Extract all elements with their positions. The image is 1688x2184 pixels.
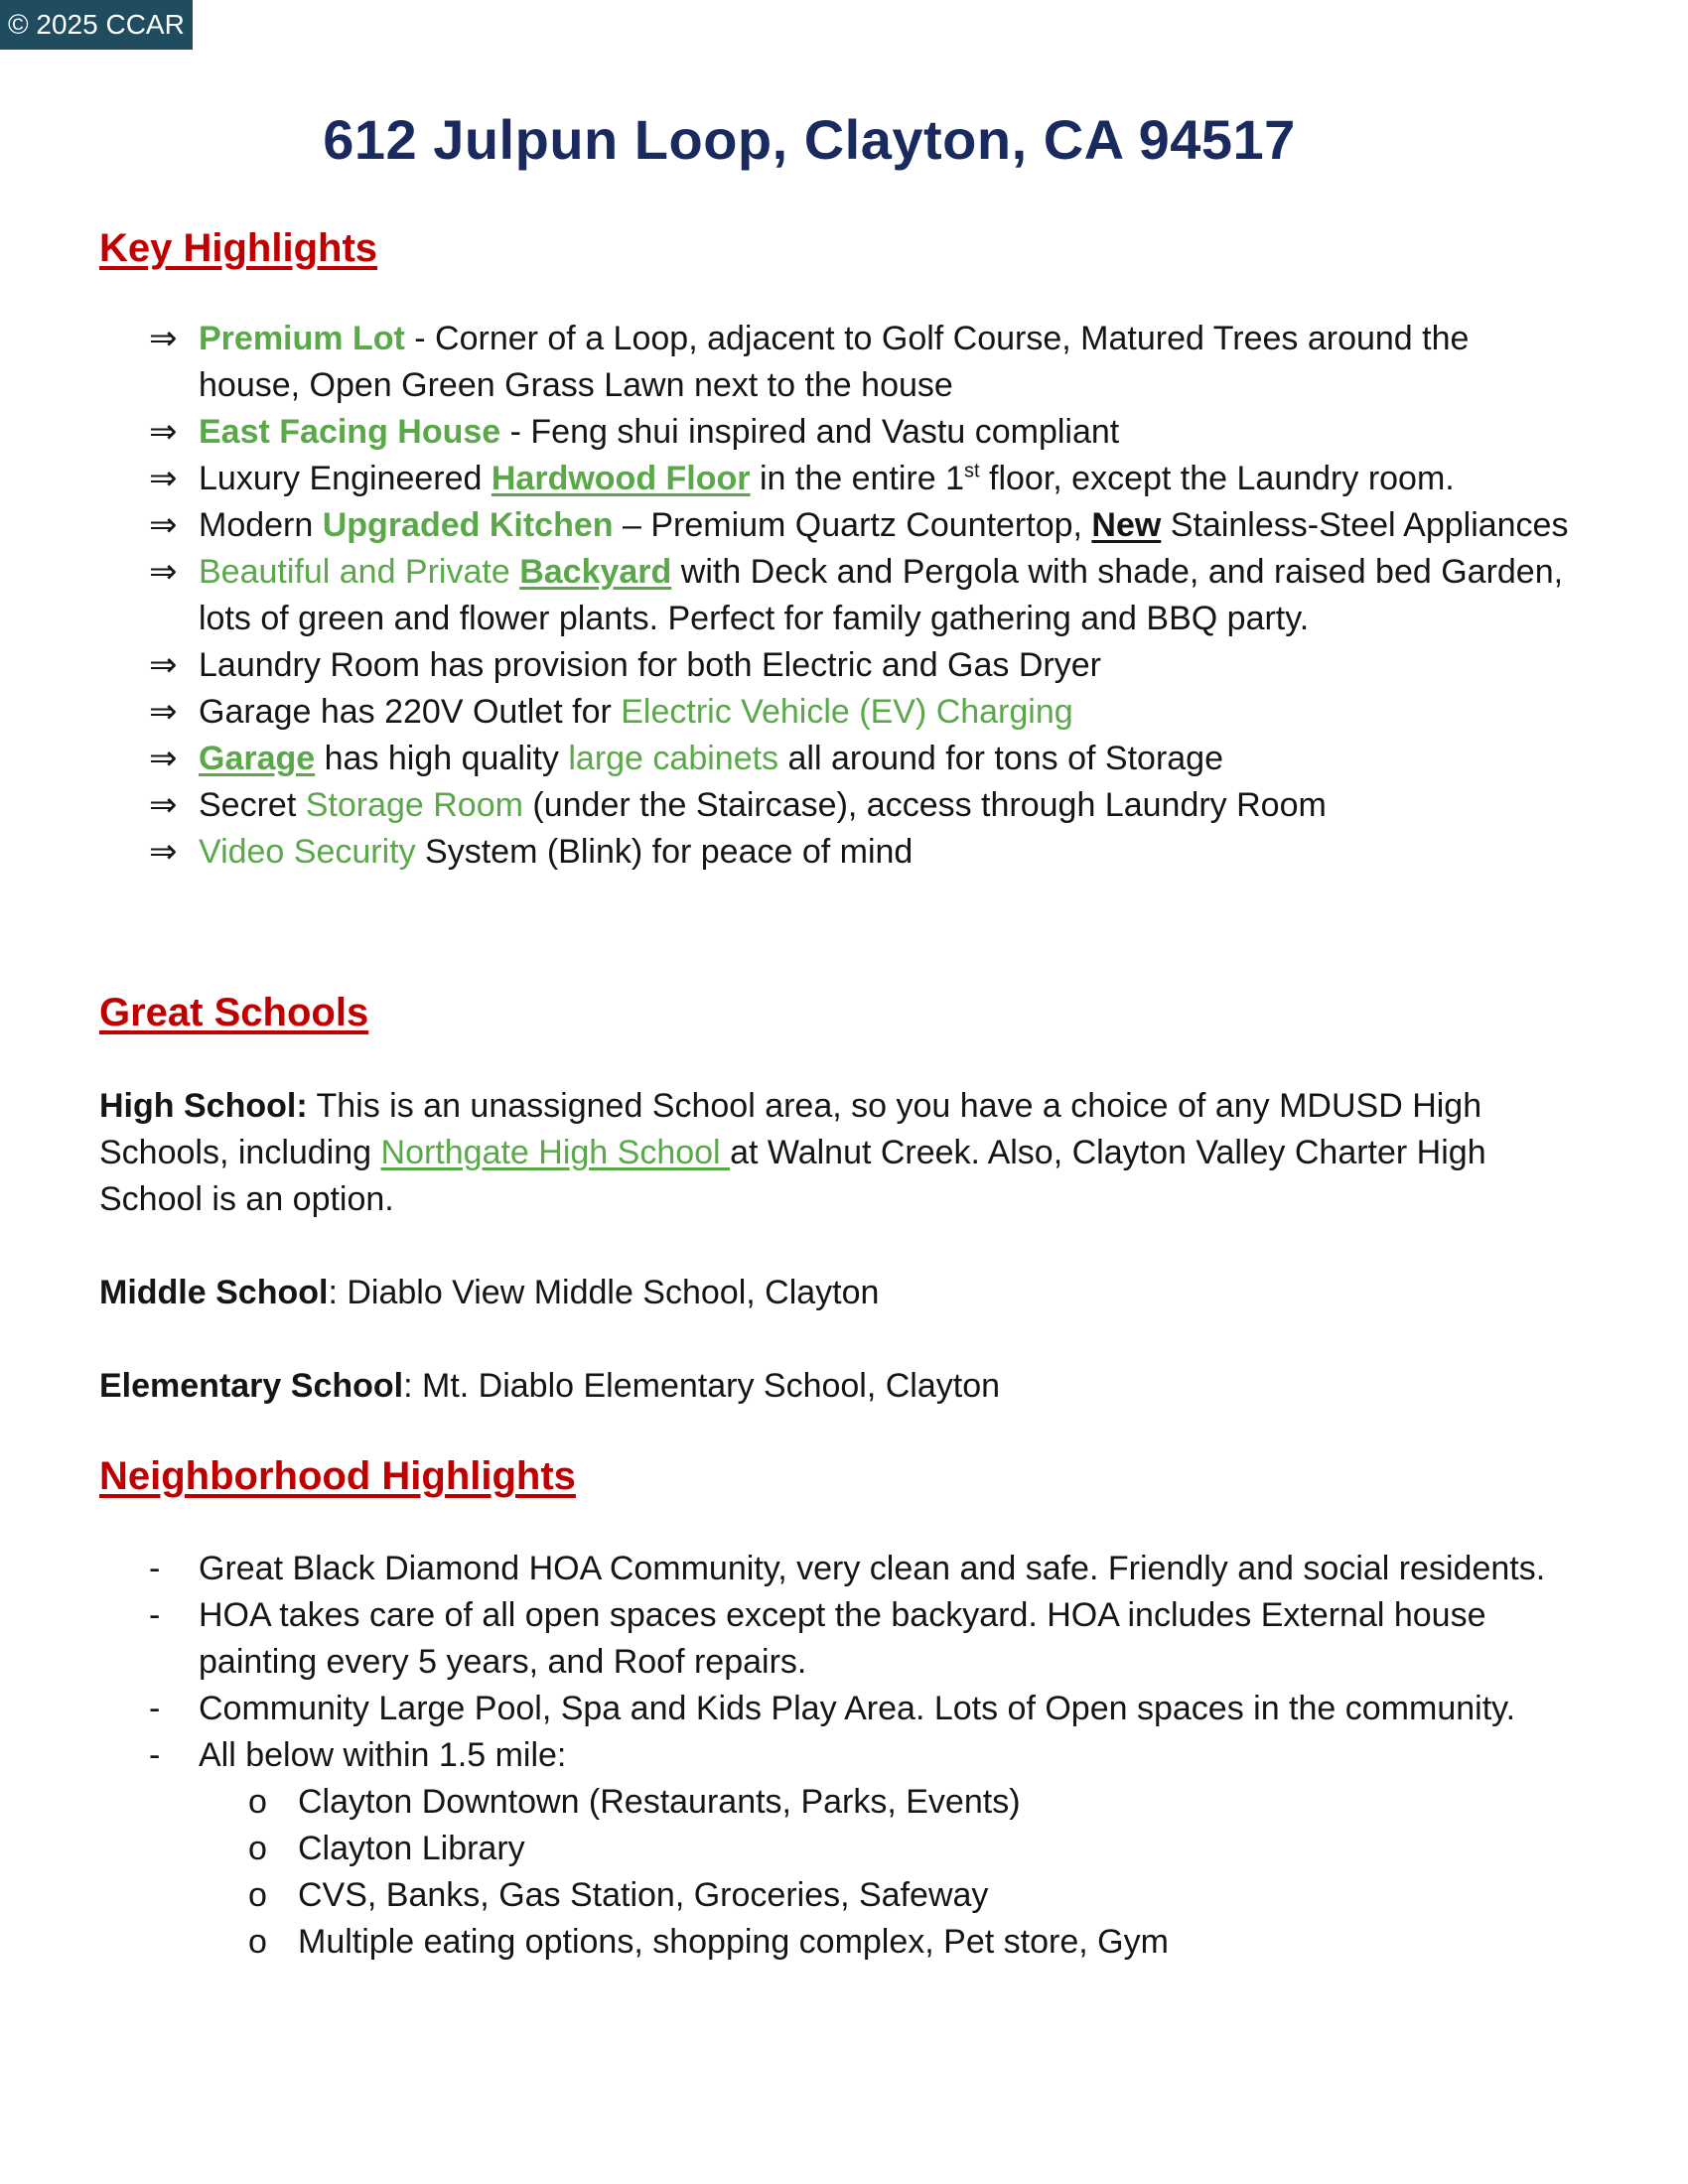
highlight-text: floor, except the Laundry room. [979, 460, 1455, 497]
list-item [149, 1592, 1579, 1686]
highlight-emphasis: New [1091, 506, 1162, 544]
neighborhood-text: Great Black Diamond HOA Community, very clean and safe. Friendly and social residents. [199, 1550, 1546, 1587]
list-item [149, 642, 1569, 689]
arrow-icon: ⇒ [149, 553, 178, 591]
high-school-text: This is an unassigned School area, so you have a choice of any MDUSD High Schools, including [99, 1087, 1482, 1171]
list-item [248, 1779, 1579, 1826]
highlight-term: large cabinets [568, 740, 779, 777]
highlight-text: in the entire 1 [750, 460, 965, 497]
highlight-text: (under the Staircase), access through Laundry Room [522, 786, 1327, 824]
copyright-badge: © 2025 CCAR [0, 0, 193, 50]
arrow-icon: ⇒ [149, 460, 178, 497]
arrow-icon: ⇒ [149, 506, 178, 544]
list-item [149, 549, 1569, 642]
dash-marker: - [149, 1736, 161, 1774]
neighborhood-text: All below within 1.5 mile: [199, 1736, 567, 1774]
highlight-link[interactable]: Garage [199, 740, 316, 777]
list-item [248, 1872, 1579, 1919]
arrow-icon: ⇒ [149, 646, 178, 684]
highlight-link[interactable]: Hardwood Floor [491, 460, 751, 497]
list-item [248, 1919, 1579, 1966]
highlight-term: Premium Lot [199, 320, 405, 357]
highlight-text: Laundry Room has provision for both Electric and Gas Dryer [199, 646, 1101, 684]
neighborhood-list [149, 1546, 1579, 1966]
circle-bullet-icon: o [248, 1923, 267, 1961]
highlight-link[interactable]: Backyard [519, 553, 672, 591]
arrow-icon: ⇒ [149, 320, 178, 357]
nearby-text: Clayton Library [298, 1830, 525, 1867]
list-item [149, 1546, 1579, 1592]
highlight-term: Video Security [199, 833, 416, 871]
dash-marker: - [149, 1596, 161, 1634]
elementary-school-paragraph [99, 1363, 1549, 1410]
nearby-text: Multiple eating options, shopping complex, Pet store, Gym [298, 1923, 1169, 1961]
high-school-label: High School: [99, 1087, 308, 1125]
key-highlights-heading: Key Highlights [99, 226, 378, 270]
list-item [149, 1686, 1579, 1732]
neighborhood-text: Community Large Pool, Spa and Kids Play Area. Lots of Open spaces in the community. [199, 1690, 1516, 1727]
highlight-text: Secret [199, 786, 306, 824]
arrow-icon: ⇒ [149, 833, 178, 871]
arrow-icon: ⇒ [149, 786, 178, 824]
list-item [149, 456, 1569, 502]
highlight-term: Beautiful and Private [199, 553, 520, 591]
elementary-school-text: : Mt. Diablo Elementary School, Clayton [403, 1367, 1001, 1405]
neighborhood-heading: Neighborhood Highlights [99, 1454, 576, 1498]
superscript: st [964, 460, 980, 482]
middle-school-paragraph [99, 1270, 1549, 1316]
neighborhood-text: HOA takes care of all open spaces except the backyard. HOA includes External house painting every 5 years, and Roof repairs. [199, 1596, 1486, 1681]
highlight-text: Modern [199, 506, 323, 544]
circle-bullet-icon: o [248, 1783, 267, 1821]
highlight-term: East Facing House [199, 413, 501, 451]
highlight-text: Garage has 220V Outlet for [199, 693, 622, 731]
highlight-term: Electric Vehicle (EV) Charging [621, 693, 1073, 731]
highlight-text: – Premium Quartz Countertop, [613, 506, 1092, 544]
list-item [149, 829, 1569, 876]
arrow-icon: ⇒ [149, 413, 178, 451]
middle-school-text: : Diablo View Middle School, Clayton [328, 1274, 880, 1311]
dash-marker: - [149, 1550, 161, 1587]
arrow-icon: ⇒ [149, 693, 178, 731]
highlight-text: has high quality [315, 740, 569, 777]
arrow-icon: ⇒ [149, 740, 178, 777]
northgate-link[interactable]: Northgate High School [380, 1134, 731, 1171]
highlight-term: Upgraded Kitchen [322, 506, 614, 544]
list-item [149, 316, 1569, 409]
highlight-text: Luxury Engineered [199, 460, 492, 497]
key-highlights-list [149, 316, 1569, 876]
list-item [149, 1732, 1579, 1966]
list-item [248, 1826, 1579, 1872]
nearby-list [199, 1779, 1579, 1966]
list-item [149, 782, 1569, 829]
middle-school-label: Middle School [99, 1274, 329, 1311]
highlight-term: Storage Room [305, 786, 523, 824]
circle-bullet-icon: o [248, 1830, 267, 1867]
highlight-text: - Corner of a Loop, adjacent to Golf Course, Matured Trees around the house, Open Green Grass Lawn next to the house [199, 320, 1470, 404]
elementary-school-label: Elementary School [99, 1367, 404, 1405]
highlight-text: all around for tons of Storage [778, 740, 1223, 777]
high-school-paragraph [99, 1083, 1549, 1223]
list-item [149, 689, 1569, 736]
dash-marker: - [149, 1690, 161, 1727]
highlight-text: with Deck and Pergola with shade, and raised bed Garden, lots of green and flower plants. Perfect for family gathering and BBQ party. [199, 553, 1564, 637]
nearby-text: CVS, Banks, Gas Station, Groceries, Safeway [298, 1876, 989, 1914]
list-item [149, 736, 1569, 782]
high-school-text: at Walnut Creek. Also, Clayton Valley Charter High School is an option. [99, 1134, 1486, 1218]
nearby-text: Clayton Downtown (Restaurants, Parks, Events) [298, 1783, 1021, 1821]
highlight-text: System (Blink) for peace of mind [415, 833, 914, 871]
list-item [149, 409, 1569, 456]
highlight-text: - Feng shui inspired and Vastu compliant [500, 413, 1120, 451]
circle-bullet-icon: o [248, 1876, 267, 1914]
list-item [149, 502, 1569, 549]
great-schools-heading: Great Schools [99, 991, 369, 1034]
highlight-text: Stainless-Steel Appliances [1161, 506, 1569, 544]
page-title: 612 Julpun Loop, Clayton, CA 94517 [323, 108, 1296, 171]
